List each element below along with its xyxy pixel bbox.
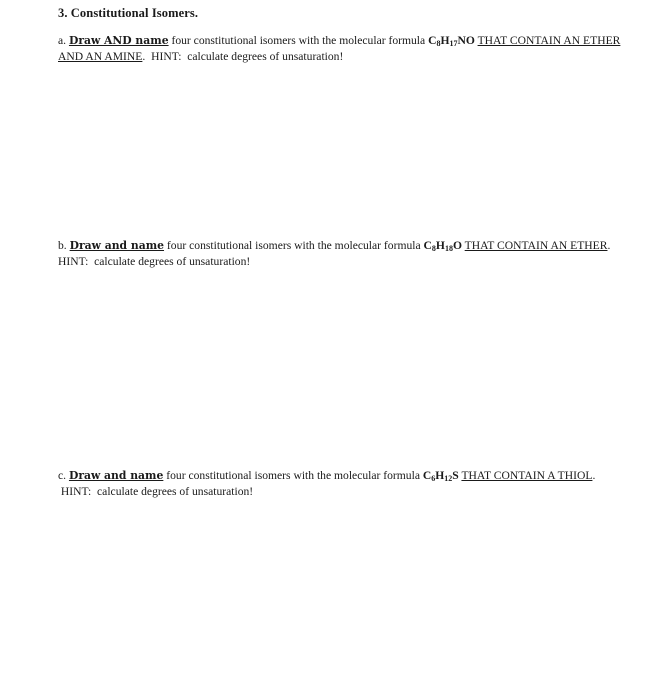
question-letter: a.	[58, 34, 67, 47]
question-command: Draw AND name	[68, 34, 169, 47]
question-b	[58, 238, 628, 270]
answer-space-c[interactable]	[58, 508, 618, 688]
question-text: four constitutional isomers with the molecular formula	[168, 34, 429, 47]
question-requirement: THAT CONTAIN AN ETHER AND AN AMINE	[58, 34, 621, 63]
question-hint: HINT: calculate degrees of unsaturation!	[58, 239, 617, 268]
question-letter: c.	[58, 469, 67, 482]
question-a	[58, 33, 628, 65]
question-letter: b.	[58, 239, 67, 252]
molecular-formula: $C_8H_{18}O$	[423, 239, 462, 253]
question-requirement: THAT CONTAIN A THIOL	[461, 469, 593, 482]
section-title: 3. Constitutional Isomers.	[58, 6, 199, 20]
molecular-formula: $C_8H_{17}NO$	[428, 34, 475, 48]
question-command: Draw and name	[68, 469, 164, 482]
question-text: four constitutional isomers with the molecular formula	[164, 239, 424, 252]
answer-space-a[interactable]	[58, 72, 618, 227]
question-requirement: THAT CONTAIN AN ETHER	[464, 239, 608, 252]
question-c	[58, 468, 628, 500]
question-period: .	[592, 469, 596, 482]
question-hint: HINT: calculate degrees of unsaturation!	[145, 50, 344, 63]
question-period: .	[607, 239, 611, 252]
question-period: .	[142, 50, 146, 63]
question-command: Draw and name	[69, 239, 165, 252]
question-text: four constitutional isomers with the molecular formula	[163, 469, 423, 482]
molecular-formula: $C_6H_{12}S$	[422, 469, 459, 483]
answer-space-b[interactable]	[58, 276, 618, 456]
question-hint: HINT: calculate degrees of unsaturation!	[58, 485, 254, 498]
